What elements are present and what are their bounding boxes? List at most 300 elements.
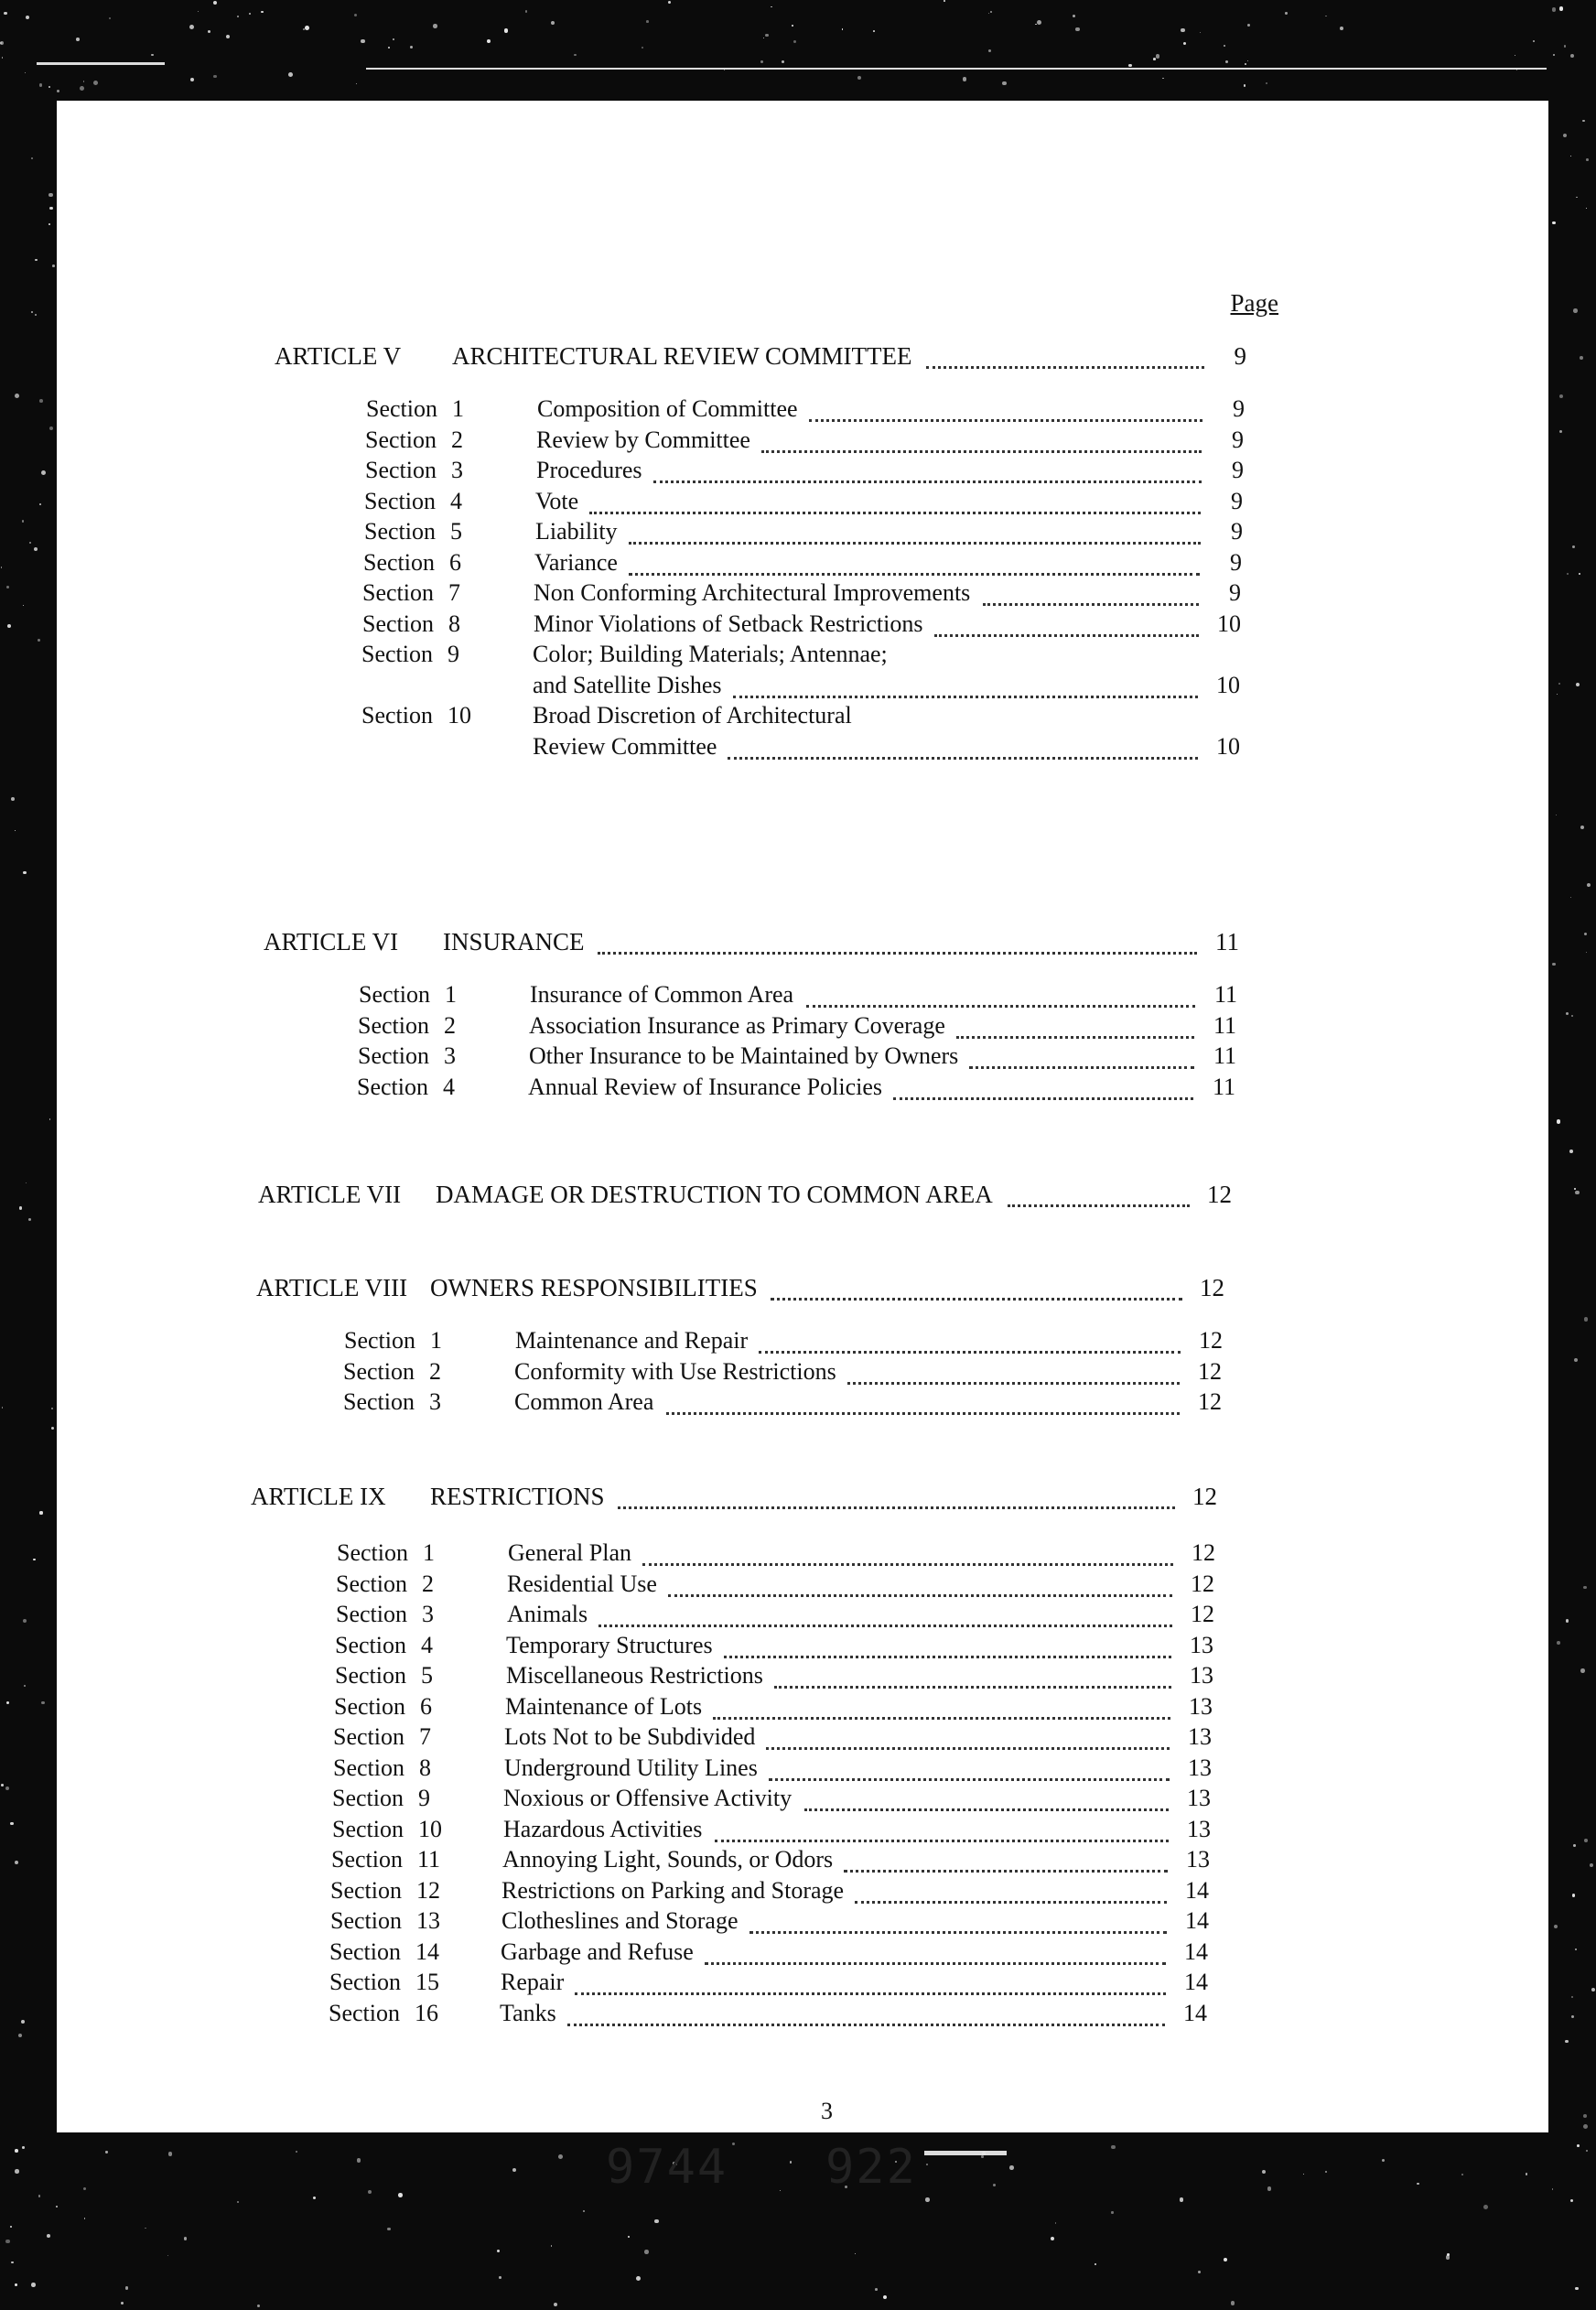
toc-section-row: [57, 1632, 1338, 1663]
dot-leader: [759, 1351, 1181, 1354]
section-label: Section: [344, 1327, 415, 1354]
noise-speck: [410, 46, 413, 49]
noise-speck: [1128, 64, 1132, 68]
noise-speck: [1590, 1863, 1593, 1867]
section-title: Broad Discretion of Architectural: [533, 702, 852, 729]
section-title: Repair: [501, 1969, 565, 1995]
noise-speck: [1111, 2211, 1113, 2213]
toc-section-row: [57, 1754, 1338, 1786]
section-label: Section: [366, 395, 437, 422]
dot-leader: [575, 1992, 1166, 1995]
noise-speck: [49, 223, 50, 225]
noise-speck: [208, 30, 210, 33]
noise-speck: [1574, 1358, 1578, 1362]
noise-speck: [1575, 2287, 1579, 2291]
noise-speck: [1552, 221, 1556, 225]
section-title: Variance: [534, 548, 618, 576]
noise-speck: [388, 47, 390, 49]
noise-speck: [35, 259, 37, 261]
noise-speck: [84, 2218, 86, 2219]
noise-speck: [1225, 60, 1228, 63]
noise-speck: [1417, 2183, 1419, 2186]
noise-speck: [1009, 2165, 1014, 2170]
noise-speck: [109, 17, 111, 19]
noise-speck: [1075, 27, 1079, 31]
section-page-number: 12: [1191, 1601, 1214, 1627]
noise-speck: [1111, 2145, 1116, 2150]
noise-speck: [1586, 158, 1589, 161]
section-label: Section: [331, 1846, 403, 1873]
section-page-number: 11: [1213, 1011, 1236, 1039]
noise-speck: [2, 1407, 4, 1409]
dot-leader: [668, 1594, 1172, 1597]
noise-speck: [26, 16, 29, 19]
section-page-number: 11: [1212, 1073, 1235, 1100]
scan-edge-line: [924, 2151, 1007, 2155]
article-page-number: 9: [1234, 342, 1246, 370]
section-label: Section: [343, 1357, 415, 1385]
page-column-heading: Page: [1230, 289, 1278, 317]
noise-speck: [39, 83, 43, 87]
dot-leader: [766, 1747, 1170, 1750]
table-of-contents: [57, 101, 1548, 2132]
article-number: ARTICLE VIII: [256, 1274, 408, 1301]
noise-speck: [168, 2152, 172, 2155]
noise-speck: [1303, 2174, 1304, 2175]
noise-speck: [574, 54, 577, 57]
toc-section-row: [57, 1358, 1338, 1389]
article-title: INSURANCE: [443, 928, 585, 955]
noise-speck: [1526, 2173, 1528, 2175]
section-title: Miscellaneous Restrictions: [506, 1662, 763, 1689]
noise-speck: [1572, 545, 1575, 548]
section-title: Non Conforming Architectural Improvements: [534, 579, 971, 606]
noise-speck: [39, 503, 41, 505]
noise-speck: [1554, 1925, 1558, 1929]
noise-speck: [47, 2234, 50, 2238]
noise-speck: [1181, 28, 1185, 33]
toc-section-row: [57, 488, 1338, 519]
article-title: DAMAGE OR DESTRUCTION TO COMMON AREA: [436, 1181, 993, 1208]
noise-speck: [1552, 7, 1556, 11]
noise-speck: [52, 264, 55, 267]
dot-leader: [653, 480, 1202, 483]
section-title: Annual Review of Insurance Policies: [528, 1073, 883, 1100]
noise-speck: [38, 639, 40, 642]
section-title: Clotheslines and Storage: [501, 1907, 739, 1934]
section-title: Maintenance and Repair: [515, 1327, 749, 1354]
noise-speck: [198, 11, 200, 13]
noise-speck: [6, 586, 9, 588]
dot-leader: [847, 1382, 1180, 1385]
noise-speck: [261, 11, 264, 14]
noise-speck: [29, 542, 31, 544]
noise-speck: [1247, 60, 1248, 61]
dot-leader: [749, 1931, 1167, 1934]
noise-speck: [31, 2283, 36, 2287]
section-title: Conformity with Use Restrictions: [514, 1357, 836, 1385]
section-label: Section: [362, 610, 434, 637]
section-label: Section: [358, 1042, 429, 1069]
noise-speck: [1262, 2170, 1266, 2174]
section-page-number: 13: [1187, 1785, 1211, 1811]
noise-speck: [982, 2152, 986, 2155]
article-number: ARTICLE VII: [258, 1181, 402, 1208]
dot-leader: [728, 757, 1198, 760]
noise-speck: [1587, 883, 1591, 887]
dot-leader: [567, 2024, 1165, 2026]
noise-speck: [1571, 1015, 1573, 1017]
noise-speck: [1461, 2174, 1463, 2175]
noise-speck: [1576, 683, 1580, 686]
toc-section-row: [57, 1662, 1338, 1693]
dot-leader: [956, 1036, 1194, 1039]
noise-speck: [0, 42, 2, 44]
section-title: Liability: [535, 518, 618, 545]
section-page-number: 14: [1185, 1876, 1209, 1904]
toc-section-row: [57, 1074, 1338, 1105]
section-page-number: 9: [1233, 395, 1245, 422]
section-page-number: 10: [1216, 732, 1240, 760]
noise-speck: [1446, 2255, 1450, 2259]
dot-leader: [855, 1901, 1167, 1904]
noise-speck: [1285, 12, 1287, 14]
scan-edge-line: [366, 68, 1547, 70]
noise-speck: [25, 72, 26, 73]
noise-speck: [1325, 2171, 1327, 2173]
noise-speck: [145, 2228, 146, 2229]
section-label: Section: [329, 1969, 401, 1995]
noise-speck: [237, 2201, 239, 2203]
noise-speck: [15, 394, 19, 398]
noise-speck: [1, 1784, 4, 1786]
section-page-number: 12: [1191, 1570, 1214, 1597]
noise-speck: [10, 1822, 14, 1826]
section-number: 11: [417, 1846, 441, 1873]
noise-speck: [213, 1, 217, 5]
noise-speck: [1037, 20, 1041, 25]
noise-speck: [11, 2261, 13, 2263]
dot-leader: [806, 1005, 1195, 1008]
noise-speck: [1565, 2040, 1569, 2044]
noise-speck: [551, 2245, 552, 2246]
section-label: Section: [359, 981, 430, 1008]
article-page-number: 12: [1192, 1483, 1217, 1510]
section-label: Section: [362, 579, 434, 606]
noise-speck: [1575, 1191, 1579, 1194]
section-number: 8: [419, 1754, 431, 1781]
noise-speck: [1583, 2124, 1588, 2129]
toc-section-row: [57, 457, 1338, 488]
article-heading: [57, 1274, 1283, 1307]
section-title: Temporary Structures: [506, 1631, 713, 1658]
section-page-number: 9: [1230, 548, 1242, 576]
section-page-number: 14: [1184, 1938, 1208, 1965]
toc-section-row: [57, 549, 1338, 580]
noise-speck: [57, 90, 59, 92]
dot-leader: [934, 634, 1199, 637]
noise-speck: [644, 2250, 648, 2253]
section-page-number: 9: [1229, 579, 1241, 606]
noise-speck: [19, 1206, 22, 1209]
toc-section-row: [57, 1907, 1338, 1938]
section-label: Section: [364, 518, 436, 545]
noise-speck: [628, 2236, 630, 2238]
noise-speck: [1564, 45, 1566, 47]
dot-leader: [713, 1717, 1170, 1720]
noise-speck: [1267, 2186, 1272, 2191]
noise-speck: [121, 2302, 124, 2305]
section-number: 7: [419, 1723, 431, 1750]
section-title: Common Area: [514, 1388, 654, 1415]
section-label: Section: [361, 641, 433, 667]
noise-speck: [398, 2193, 403, 2197]
section-label: Section: [330, 1876, 402, 1904]
section-label: Section: [365, 426, 437, 453]
noise-speck: [41, 1701, 45, 1705]
noise-speck: [1224, 45, 1225, 47]
noise-speck: [1515, 55, 1516, 57]
noise-speck: [1570, 2199, 1573, 2202]
article-number: ARTICLE IX: [251, 1483, 386, 1510]
section-number: 3: [422, 1601, 434, 1627]
noise-speck: [1162, 78, 1163, 79]
section-number: 10: [418, 1815, 442, 1842]
article-page-number: 11: [1215, 928, 1239, 955]
section-number: 9: [418, 1785, 430, 1811]
section-page-number: 13: [1190, 1662, 1213, 1689]
section-label: Section: [329, 1999, 400, 2026]
noise-speck: [1580, 826, 1584, 829]
section-number: 2: [429, 1357, 441, 1385]
dot-leader: [598, 952, 1197, 955]
noise-speck: [167, 2255, 169, 2257]
toc-section-row: [57, 426, 1338, 458]
toc-section-row: [57, 733, 1338, 764]
dot-leader: [666, 1412, 1180, 1415]
noise-speck: [190, 78, 194, 81]
toc-section-row: [57, 395, 1338, 426]
dot-leader: [809, 419, 1202, 422]
noise-speck: [51, 1427, 54, 1430]
noise-speck: [988, 49, 991, 52]
section-page-number: 13: [1187, 1815, 1211, 1842]
noise-speck: [33, 1559, 35, 1560]
section-title: Composition of Committee: [537, 395, 798, 422]
noise-speck: [988, 13, 989, 14]
noise-speck: [15, 2149, 18, 2153]
noise-speck: [487, 39, 491, 43]
noise-speck: [1580, 1668, 1585, 1673]
noise-speck: [790, 2161, 793, 2164]
section-title: Vote: [535, 487, 579, 514]
noise-speck: [944, 0, 945, 2]
section-page-number: 9: [1232, 457, 1244, 483]
noise-speck: [15, 2169, 18, 2173]
noise-speck: [512, 2168, 517, 2173]
section-page-number: 9: [1231, 518, 1243, 545]
toc-section-row: [57, 641, 1338, 672]
toc-section-row: [57, 1539, 1338, 1571]
scan-edge-line: [37, 62, 165, 65]
section-title: Garbage and Refuse: [501, 1938, 694, 1965]
noise-speck: [49, 86, 50, 88]
toc-section-row: [57, 1012, 1338, 1043]
noise-speck: [1244, 84, 1246, 87]
section-page-number: 9: [1231, 487, 1243, 514]
section-page-number: 13: [1189, 1692, 1213, 1720]
article-page-number: 12: [1207, 1181, 1232, 1208]
noise-speck: [49, 207, 53, 210]
noise-speck: [504, 28, 508, 32]
noise-speck: [1580, 356, 1583, 360]
dot-leader: [893, 1097, 1193, 1100]
noise-speck: [1591, 1988, 1595, 1992]
handwritten-number-left: 9744: [606, 2140, 728, 2195]
section-label: Section: [335, 1631, 406, 1658]
section-label: Section: [335, 1662, 406, 1689]
noise-speck: [93, 81, 98, 85]
noise-speck: [1586, 2150, 1588, 2152]
toc-section-row: [57, 1571, 1338, 1602]
section-number: 5: [450, 518, 462, 545]
section-label: Section: [364, 487, 436, 514]
noise-speck: [668, 1, 671, 4]
article-title: OWNERS RESPONSIBILITIES: [430, 1274, 758, 1301]
noise-speck: [11, 797, 15, 801]
section-label: Section: [330, 1907, 402, 1934]
noise-speck: [1382, 2159, 1385, 2162]
noise-speck: [305, 26, 309, 30]
dot-leader: [761, 450, 1202, 453]
noise-speck: [49, 426, 53, 430]
section-number: 6: [449, 548, 461, 576]
section-label: Section: [337, 1539, 408, 1566]
section-label: Section: [332, 1815, 404, 1842]
noise-speck: [1563, 134, 1567, 137]
noise-speck: [6, 1701, 9, 1704]
noise-speck: [1483, 2205, 1488, 2209]
noise-speck: [2, 57, 3, 58]
toc-section-row: [57, 1938, 1338, 1970]
noise-speck: [1567, 573, 1569, 575]
noise-speck: [1569, 1150, 1573, 1153]
noise-speck: [1573, 1844, 1576, 1847]
section-number: 10: [448, 702, 471, 729]
article-number: ARTICLE VI: [264, 928, 399, 955]
dot-leader: [1008, 1204, 1190, 1207]
noise-speck: [1571, 1996, 1574, 1999]
section-page-number: 13: [1190, 1631, 1213, 1658]
noise-speck: [765, 34, 768, 37]
noise-speck: [1552, 963, 1555, 966]
toc-section-row: [57, 1327, 1338, 1358]
noise-speck: [125, 2286, 128, 2289]
noise-speck: [1231, 2301, 1235, 2305]
noise-speck: [51, 1408, 53, 1409]
noise-speck: [1002, 81, 1007, 86]
article-heading: [57, 342, 1283, 375]
noise-speck: [782, 60, 784, 63]
noise-speck: [1566, 1012, 1569, 1015]
noise-speck: [875, 2288, 878, 2291]
noise-speck: [31, 311, 33, 313]
noise-speck: [1051, 2237, 1054, 2240]
noise-speck: [925, 2197, 929, 2201]
section-title: Noxious or Offensive Activity: [503, 1785, 793, 1811]
noise-speck: [22, 2146, 25, 2149]
section-label: Section: [363, 548, 435, 576]
document-page: [57, 101, 1548, 2195]
dot-leader: [844, 1870, 1168, 1873]
noise-speck: [41, 470, 46, 475]
noise-speck: [237, 16, 239, 17]
noise-speck: [1245, 63, 1246, 65]
section-number: 2: [422, 1570, 434, 1597]
dot-leader: [589, 512, 1201, 514]
noise-speck: [1577, 2144, 1580, 2147]
noise-speck: [433, 24, 437, 28]
noise-speck: [883, 2295, 887, 2299]
dot-leader: [629, 542, 1201, 545]
noise-speck: [10, 2226, 12, 2228]
noise-speck: [636, 2276, 641, 2281]
toc-section-row: [57, 1601, 1338, 1632]
noise-speck: [1224, 2258, 1227, 2261]
noise-speck: [15, 1861, 18, 1864]
noise-speck: [1557, 1119, 1561, 1124]
section-page-number: 14: [1185, 1907, 1209, 1934]
noise-speck: [1198, 2271, 1201, 2273]
dot-leader: [926, 366, 1204, 369]
noise-speck: [354, 14, 357, 16]
section-title: Other Insurance to be Maintained by Owners: [529, 1042, 959, 1069]
toc-section-row: [57, 1693, 1338, 1724]
noise-speck: [288, 72, 293, 77]
noise-speck: [24, 1685, 26, 1687]
noise-speck: [105, 2151, 107, 2153]
dot-leader: [715, 1840, 1169, 1842]
noise-speck: [732, 2143, 735, 2145]
toc-section-row: [57, 1969, 1338, 2000]
article-heading: [57, 1483, 1283, 1516]
dot-leader: [804, 1808, 1169, 1811]
noise-speck: [151, 54, 153, 56]
handwritten-number-right: 922: [825, 2140, 917, 2195]
section-number: 16: [415, 1999, 438, 2026]
noise-speck: [1583, 2114, 1587, 2118]
section-page-number: 13: [1188, 1754, 1212, 1781]
noise-speck: [76, 38, 80, 41]
toc-section-row: [57, 1816, 1338, 1847]
section-label: Section: [333, 1754, 404, 1781]
section-number: 9: [448, 641, 459, 667]
noise-speck: [1574, 1188, 1576, 1190]
noise-speck: [1553, 54, 1555, 56]
noise-speck: [34, 547, 38, 551]
section-number: 5: [421, 1662, 433, 1689]
noise-speck: [5, 2240, 9, 2243]
section-title: and Satellite Dishes: [533, 671, 722, 698]
section-title: Association Insurance as Primary Coverage: [529, 1011, 945, 1039]
section-number: 1: [430, 1327, 442, 1354]
dot-leader: [771, 1298, 1182, 1301]
section-title: Residential Use: [507, 1570, 657, 1597]
section-title: Underground Utility Lines: [504, 1754, 758, 1781]
toc-section-row: [57, 1388, 1338, 1419]
noise-speck: [842, 28, 843, 29]
section-page-number: 11: [1213, 981, 1237, 1008]
